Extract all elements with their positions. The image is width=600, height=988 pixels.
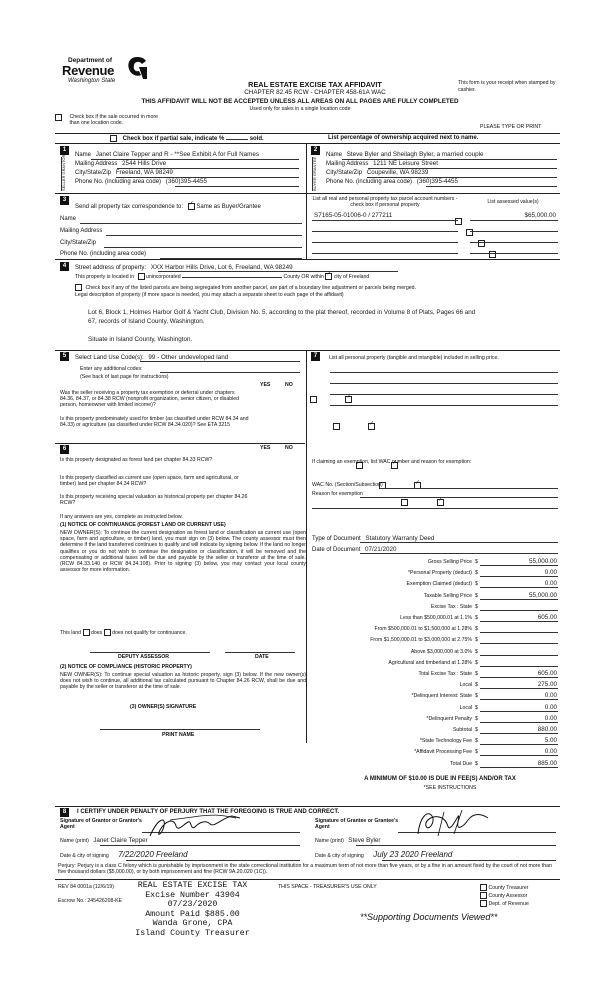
segregated-label: Check box if any of the listed parcels are being segregated from another parcel, are part of a boundary line adjustment or parcels being merged. (85, 284, 416, 291)
buyer-phone-label: Phone No. (including area code) (326, 179, 413, 185)
parcel-header: List all real and personal property tax parcel account numbers - check box if personal property (312, 196, 458, 209)
section-3-number: 3 (60, 196, 69, 205)
tax-row-line (480, 755, 558, 756)
tax-row-value[interactable]: 55,000.00 (528, 558, 557, 565)
tax-row-currency: $ (475, 682, 478, 689)
section-7-number: 7 (311, 352, 320, 361)
additional-codes-label: Enter any additional codes: (80, 366, 143, 372)
qualify-row (60, 629, 187, 636)
tax-row-line (480, 677, 558, 678)
tax-row-line (480, 632, 558, 633)
parcel-number-field[interactable]: S7165-05-01006-0 / 277211 (314, 212, 393, 219)
seller-phone-label: Phone No. (including area code) (75, 179, 162, 185)
legal-description-line-2: 67, records of Island County, Washington. (88, 318, 205, 325)
s5-q1-yes-checkbox[interactable] (310, 396, 317, 403)
wac-label: WAC No. (Section/Subsection) (312, 482, 383, 488)
tax-row-value[interactable]: 0.00 (544, 703, 557, 711)
personal-property-checkbox-3[interactable] (478, 240, 485, 247)
tax-row-currency: $ (475, 671, 478, 677)
tax-row-currency: $ (475, 615, 478, 621)
tax-row-label: From $1,500,000.01 to $3,000,000 at 2.75% (370, 637, 472, 644)
buyer-city-field[interactable]: Coupeville, WA 98239 (366, 169, 429, 176)
see-back-label: (See back of last page for instructions) (80, 374, 169, 380)
legal-description-label: Legal description of property (if more space is needed, you may attach a separate sheet to each page of the affidavit) (75, 292, 344, 298)
escrow-number: Escrow No.: 245426208-KE (58, 898, 123, 904)
buyer-name-row (326, 151, 484, 159)
stamp-treasurer-name: Wanda Grone, CPA (152, 919, 233, 928)
buyer-city-label: City/State/Zip (326, 170, 363, 176)
print-name-label: PRINT NAME (162, 732, 195, 738)
tax-row-label: Agricultural and timberland at 1.28% (388, 659, 472, 666)
if-yes-note: If any answers are yes, complete as instructed below. (60, 514, 183, 520)
stamp-date: 07/23/2020 (167, 900, 218, 909)
tax-row-label: Total Excise Tax : State (418, 671, 472, 677)
tax-row-value[interactable]: 0.00 (544, 569, 557, 577)
tax-row-line (480, 655, 558, 656)
tax-row-line (480, 565, 558, 566)
tax-row-label: Excise Tax : State (430, 603, 472, 610)
partial-sale-sold: sold. (249, 136, 264, 143)
unincorporated-label: unincorporated (146, 273, 181, 280)
partial-sale-percent-field[interactable] (226, 139, 248, 140)
stamp-amount-paid: Amount Paid $885.00 (145, 909, 240, 919)
grantee-print-row (315, 838, 380, 844)
doc-type-label: Type of Document (312, 536, 361, 542)
seller-name-row (75, 151, 259, 159)
doc-type-field[interactable]: Statutory Warranty Deed (365, 535, 435, 542)
used-only-note: Used only for sales in a single location code (249, 106, 351, 112)
seller-address-field[interactable]: 2544 Hills Drive (122, 160, 167, 167)
ownership-header: List percentage of ownership acquired next to name. (328, 135, 479, 141)
tax-row-value[interactable]: 880.00 (537, 726, 557, 733)
buyer-phone-field[interactable]: (360)395-4455 (416, 178, 459, 185)
revenue-wordmark: Revenue (62, 63, 115, 78)
s6-question-2: Is this property classified as current use (open space, farm and agricultural, or timber) land per chapter 84.34 RCW? (60, 475, 239, 488)
same-as-buyer-checkbox[interactable] (188, 203, 195, 210)
doc-date-field[interactable]: 07/21/2020 (365, 546, 397, 553)
notice-compliance-text: NEW OWNER(S): To continue special valuation as historic property, sign (3) below. If the new owner(s) does not wish to continue, all additional tax calculated pursuant to Chapter 84.26 RCW, shall be due and payable by the seller or transferor at the time of sale. (60, 672, 306, 691)
tax-row-currency: $ (475, 715, 478, 722)
dor-logo (62, 55, 152, 95)
grantee-print-name-field[interactable]: Steve Byler (348, 837, 381, 844)
tax-row-currency: $ (475, 637, 478, 644)
tax-row-currency: $ (475, 693, 478, 700)
section-1-number: 1 (60, 146, 69, 155)
personal-property-label: List all personal property (tangible and intangible) included in selling price. (329, 355, 499, 361)
s6-question-1: Is this property designated as forest land per chapter 84.33 RCW? (60, 457, 213, 463)
s6-no-header: NO (285, 445, 293, 451)
tax-row-line (480, 722, 558, 723)
segregated-row (75, 284, 416, 291)
section-6-number: 6 (60, 445, 69, 454)
located-in-row (75, 273, 369, 280)
s3-city-label: City/State/Zip (60, 240, 97, 246)
unincorporated-checkbox[interactable] (138, 273, 145, 280)
tax-row-value[interactable]: 885.00 (537, 759, 557, 767)
assessed-value-field[interactable]: $65,000.00 (524, 212, 556, 219)
personal-property-checkbox-4[interactable] (489, 251, 496, 258)
deputy-assessor-label: DEPUTY ASSESSOR (118, 654, 170, 660)
tax-row-currency: $ (475, 704, 478, 711)
s5-q2-yes-checkbox[interactable] (333, 423, 340, 430)
treasurer-stamp (105, 881, 280, 938)
buyer-name-label: Name (326, 152, 343, 158)
tax-row-label: Above $3,000,000 at 3.0% (410, 648, 472, 655)
tax-row-label: Subtotal (452, 727, 472, 733)
tax-row-value[interactable]: 55,000.00 (528, 591, 557, 599)
tax-row-line (480, 711, 558, 712)
tax-row-currency: $ (475, 760, 478, 767)
tax-row-label: Taxable Selling Price (423, 592, 472, 599)
stamp-line-1: REAL ESTATE EXCISE TAX (137, 881, 248, 890)
section-4-number: 4 (60, 262, 69, 271)
street-address-label: Street address of property: (75, 265, 147, 271)
form-title: REAL ESTATE EXCISE TAX AFFIDAVIT (248, 80, 382, 89)
legal-description-line-3: Situate in Island County, Washington. (88, 336, 193, 343)
grantor-signature-label: Signature of Grantor or Grantor's Agent (60, 818, 142, 831)
s3-phone-label: Phone No. (including area code) (60, 251, 147, 257)
send-correspondence-row (75, 203, 261, 211)
tax-row-line (480, 744, 558, 745)
land-does-label: does (90, 629, 103, 636)
county-treasurer-checkbox[interactable] (480, 884, 487, 891)
stamp-excise-number: Excise Number 43904 (145, 890, 240, 900)
tax-row-label: *Affidavit Processing Fee (414, 749, 472, 756)
receipt-note: This form is your receipt when stamped by cashier. (458, 80, 556, 93)
land-use-field[interactable]: 99 - Other undeveloped land (148, 354, 229, 361)
county-assessor-row (480, 892, 527, 899)
multi-location-checkbox[interactable] (55, 114, 62, 121)
grantee-signature-label: Signature of Grantee or Grantee's Agent (315, 818, 399, 831)
tax-row-value[interactable]: 275.00 (537, 681, 557, 689)
s3-name-label: Name (60, 216, 77, 222)
tax-row-line (480, 599, 558, 600)
within-city-checkbox[interactable] (325, 273, 332, 280)
s5-question-2: Is this property predominately used for timber (as classified under RCW 84.34 and 84.33) or agriculture (as classified under RCW 84.34.020)? See ETA 3215 (60, 416, 249, 429)
section-5-number: 5 (60, 352, 69, 361)
dept-revenue-label: Dept. of Revenue (488, 900, 529, 907)
county-or-within-label: County OR within (283, 273, 324, 280)
s6-question-3: Is this property receiving special valuation as historical property per chapter 84.26 RCW? (60, 494, 248, 507)
grantor-date-label: Date & city of signing (60, 853, 109, 859)
please-type-label: PLEASE TYPE OR PRINT (480, 124, 542, 130)
section-8-number: 8 (60, 808, 69, 817)
grantor-print-label: Name (print) (60, 838, 89, 844)
land-does-not-label: does not qualify for continuance. (112, 629, 187, 636)
tax-row-line (480, 643, 558, 644)
s5-q2-no-checkbox[interactable] (368, 423, 375, 430)
multi-location-label: Check box if the sale occurred in more than one location code. (69, 114, 158, 127)
perjury-statement: Perjury: Perjury is a class C felony which is punishable by imprisonment in the state correctional institution for a maximum term of not more than five years, or by a fine in an amount fixed by the court of not more than five thousand dollars ($5,000.00), or by both imprisonment and fine (RCW 9A.20.020 (1C)). (58, 863, 552, 876)
seller-phone-row (75, 178, 207, 186)
assessed-header: List assessed value(s) (487, 199, 539, 205)
tax-row-value[interactable]: 0.00 (544, 714, 557, 722)
personal-property-checkbox-2[interactable] (466, 229, 473, 236)
send-correspondence-label: Send all property tax correspondence to: (75, 204, 184, 211)
notice-continuance-title: (1) NOTICE OF CONTINUANCE (FOREST LAND OR CURRENT USE) (60, 522, 226, 528)
tax-row-currency: $ (475, 559, 478, 565)
city-of-label: city of Freeland (333, 273, 370, 280)
section-2-number: 2 (311, 146, 320, 155)
seller-address-label: Mailing Address (75, 161, 118, 167)
dor-emblem-icon (125, 55, 149, 81)
dept-revenue-row (480, 900, 529, 907)
tax-row-label: Local (459, 682, 472, 689)
county-assessor-label: County Assessor (488, 892, 528, 899)
tax-row-label: Total Due (450, 760, 472, 767)
owner-signature-label: (3) OWNER(S) SIGNATURE (130, 704, 197, 710)
stamp-treasurer-title: Island County Treasurer (135, 928, 250, 938)
seller-grantor-label: SELLER GRANTOR (61, 157, 70, 191)
buyer-phone-row (326, 178, 458, 186)
seller-name-field[interactable]: Janet Claire Tepper and R - **See Exhibit A for Full Names (95, 151, 260, 158)
seller-phone-field[interactable]: (360)395-4455 (165, 178, 208, 185)
reason-label: Reason for exemption (312, 491, 363, 497)
grantor-date-field[interactable]: 7/22/2020 Freeland (118, 850, 188, 859)
s5-no-header: NO (285, 382, 293, 388)
street-address-field[interactable]: XXX Harbor Hills Drive, Lot 6, Freeland, WA 98249 (150, 264, 293, 271)
legal-description-line-1: Lot 6, Block 1, Holmes Harbor Golf & Yacht Club, Division No. 5, according to the plat thereof, recorded in Volume 8 of Plats, Pages 66 and (88, 309, 476, 316)
dept-revenue-checkbox[interactable] (480, 900, 487, 907)
warning-banner: THIS AFFIDAVIT WILL NOT BE ACCEPTED UNLESS ALL AREAS ON ALL PAGES ARE FULLY COMPLETED (141, 98, 459, 105)
partial-sale-label: Check box if partial sale, indicate % (122, 136, 225, 143)
tax-row-label: Less than $500,000.01 at 1.1% (400, 615, 472, 621)
tax-row-currency: $ (475, 659, 478, 666)
personal-property-checkbox-1[interactable] (455, 218, 462, 225)
partial-sale-checkbox[interactable] (110, 135, 117, 142)
buyer-address-row (326, 160, 438, 168)
tax-row-currency: $ (475, 727, 478, 733)
tax-row-value[interactable]: 0.00 (544, 692, 557, 700)
tax-row-currency: $ (475, 581, 478, 588)
tax-row-value[interactable]: 0.00 (544, 748, 557, 756)
tax-row-label: *Delinquent Penalty (426, 715, 472, 722)
tax-row-line (480, 576, 558, 577)
land-does-not-checkbox[interactable] (104, 629, 111, 636)
grantee-date-row (315, 852, 452, 859)
seller-address-row (75, 160, 166, 168)
tax-row-label: Local (459, 704, 472, 711)
county-field[interactable] (182, 277, 282, 278)
s6-q3-yes-checkbox[interactable] (401, 499, 408, 506)
multi-location-row (55, 114, 169, 126)
tax-row-value[interactable]: 5.00 (544, 737, 557, 745)
s6-q3-no-checkbox[interactable] (437, 499, 444, 506)
tax-row-currency: $ (475, 603, 478, 610)
s6-yes-header: YES (260, 445, 271, 451)
tax-row-line (480, 610, 558, 611)
dept-of-label: Department of (68, 57, 113, 64)
seller-city-field[interactable]: Freeland, WA 98249 (115, 169, 173, 176)
tax-row-currency: $ (475, 570, 478, 577)
tax-row-label: *Personal Property (deduct) (407, 570, 472, 577)
minimum-due-note: A MINIMUM OF $10.00 IS DUE IN FEE(S) AND/OR TAX (364, 776, 516, 782)
grantee-signature-image (398, 806, 508, 840)
buyer-address-field[interactable]: 1211 NE Leisure Street (373, 160, 439, 167)
notice-compliance-title: (2) NOTICE OF COMPLIANCE (HISTORIC PROPERTY) (60, 664, 192, 670)
this-land-label: This land (60, 629, 82, 636)
tax-row-currency: $ (475, 738, 478, 745)
grantor-print-row (60, 838, 148, 844)
certify-statement: I CERTIFY UNDER PENALTY OF PERJURY THAT THE FOREGOING IS TRUE AND CORRECT. (77, 809, 340, 815)
tax-row-label: *Delinquent Interest: State (411, 693, 472, 700)
grantor-date-row (60, 852, 188, 859)
supporting-docs-stamp: **Supporting Documents Viewed** (360, 912, 498, 922)
partial-sale-row (110, 135, 264, 143)
grantee-date-label: Date & city of signing (315, 853, 364, 859)
county-treasurer-label: County Treasurer (488, 884, 529, 891)
s3-address-label: Mailing Address (60, 228, 103, 234)
buyer-grantee-label: BUYER GRANTEE (312, 157, 321, 191)
tax-row-line (480, 699, 558, 700)
tax-row-label: From $500,000.01 to $1,500,000 at 1.28% (374, 626, 472, 633)
tax-row-currency: $ (475, 626, 478, 633)
buyer-city-row (326, 169, 428, 177)
tax-row-line (480, 688, 558, 689)
tax-row-label: Exemption Claimed (deduct) (406, 581, 472, 588)
tax-row-currency: $ (475, 592, 478, 599)
s5-question-1: Was the seller receiving a property tax exemption or deferral under chapters 84.36, 84.37, or 84.38 RCW (nonprofit organization, senior citizen, or disabled person, homeowner with limited income)? (60, 390, 240, 409)
tax-row-currency: $ (475, 749, 478, 756)
tax-row-line (480, 733, 558, 734)
seller-name-label: Name (75, 152, 92, 158)
s5-yes-header: YES (260, 382, 271, 388)
tax-row-line (480, 767, 558, 768)
land-use-label: Select Land Use Code(s): (75, 355, 144, 361)
grantee-print-label: Name (print) (315, 838, 344, 844)
tax-row-value[interactable]: 605.00 (537, 614, 557, 621)
tax-row-line (480, 587, 558, 588)
grantor-print-name-field[interactable]: Janet Claire Tepper (93, 837, 148, 844)
treasurer-use-label: THIS SPACE - TREASURER'S USE ONLY (278, 884, 377, 890)
assessor-date-label: DATE (255, 654, 269, 660)
rev-number: REV 84 0001a (12/6/19) (58, 884, 114, 890)
grantee-date-field[interactable]: July 23 2020 Freeland (373, 850, 453, 859)
tax-row-currency: $ (475, 648, 478, 655)
county-treasurer-row (480, 884, 529, 891)
seller-city-label: City/State/Zip (75, 170, 112, 176)
tax-row-line (480, 621, 558, 622)
segregated-checkbox[interactable] (75, 284, 82, 291)
same-as-buyer-label: Same as Buyer/Grantee (196, 204, 261, 211)
doc-date-label: Date of Document (312, 547, 361, 553)
form-chapter: CHAPTER 82.45 RCW - CHAPTER 458-61A WAC (244, 89, 386, 96)
tax-row-value[interactable]: 605.00 (537, 670, 557, 677)
tax-row-value[interactable]: 0.00 (544, 580, 557, 588)
buyer-name-field[interactable]: Steve Byler and Sheilagh Byler, a married couple (346, 151, 484, 158)
notice-continuance-text: NEW OWNER(S): To continue the current designation as forest land or classification as current use (open space, farm and agriculture, or timber) land, you must sign on (3) below. The county assessor must then determine if the land transferred continues to qualify and will indicate by signing below. If the land no longer qualifies or you do not wish to continue the designation or classification, it will be removed and the compensating or additional taxes will be due and payable by the seller or transferor at the time of sale. (RCW 84.33.140 or RCW 84.34.108). Prior to signing (3) below, you may contact your local county assessor for more information. (60, 530, 306, 574)
tax-row-label: *State Technology Fee (419, 738, 472, 745)
tax-row-line (480, 666, 558, 667)
seller-city-row (75, 169, 173, 177)
tax-row-label: Gross Selling Price (427, 559, 472, 565)
land-does-checkbox[interactable] (83, 629, 90, 636)
washington-state-label: Washington State (68, 78, 116, 84)
buyer-address-label: Mailing Address (326, 161, 369, 167)
exemption-label: If claiming an exemption, list WAC number and reason for exemption: (312, 459, 472, 465)
grantor-signature-image (140, 812, 250, 842)
see-instructions-note: *SEE INSTRUCTIONS (423, 785, 477, 791)
s5-q1-no-checkbox[interactable] (345, 396, 352, 403)
county-assessor-checkbox[interactable] (480, 892, 487, 899)
located-in-label: This property is located in (75, 273, 135, 280)
